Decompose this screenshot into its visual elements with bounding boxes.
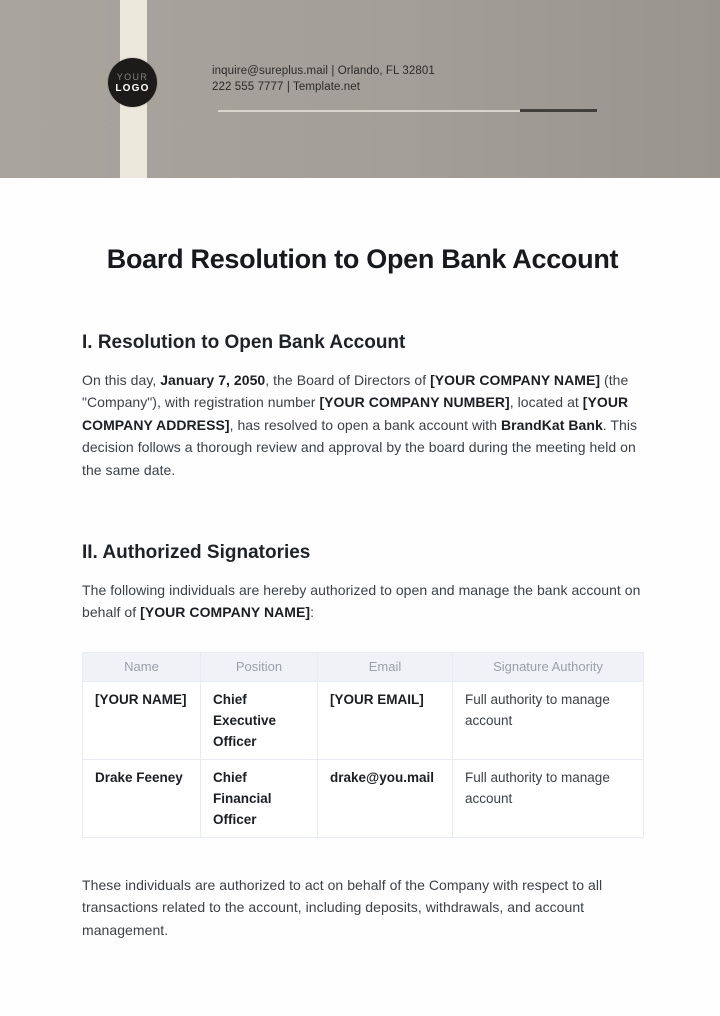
document-body	[0, 243, 720, 941]
cell-position: Chief Executive Officer	[201, 681, 318, 759]
letterhead-band	[0, 0, 720, 178]
signatories-table	[82, 652, 644, 838]
header-divider	[218, 110, 520, 112]
company-logo-badge	[108, 58, 157, 107]
table-row	[83, 681, 644, 759]
logo-text-top: YOUR	[116, 71, 149, 82]
column-header-signature-authority: Signature Authority	[453, 652, 644, 681]
signatories-closing: These individuals are authorized to act on behalf of the Company with respect to all transactions related to the account, including deposits, withdrawals, and account management.	[82, 876, 603, 938]
header-divider-accent	[520, 109, 597, 112]
signatories-intro: The following individuals are hereby authorized to open and manage the bank account on behalf of [YOUR COMPANY NAME]:	[82, 582, 641, 621]
logo-text-bottom: LOGO	[115, 82, 150, 94]
table-row	[83, 759, 644, 837]
column-header-name: Name	[83, 652, 201, 681]
cell-name: [YOUR NAME]	[83, 681, 201, 759]
document-title: Board Resolution to Open Bank Account	[106, 244, 619, 274]
section-resolution	[82, 331, 643, 481]
cell-position: Chief Financial Officer	[201, 759, 318, 837]
contact-info	[212, 64, 435, 95]
cell-email: drake@you.mail	[318, 759, 453, 837]
column-header-email: Email	[318, 652, 453, 681]
contact-info-line1: inquire@sureplus.mail | Orlando, FL 32801	[212, 65, 435, 77]
section-2-heading: II. Authorized Signatories	[82, 542, 311, 564]
table-header-row	[83, 652, 644, 681]
cell-authority: Full authority to manage account	[453, 759, 644, 837]
section-1-heading: I. Resolution to Open Bank Account	[82, 332, 406, 353]
column-header-position: Position	[201, 652, 318, 681]
cell-email: [YOUR EMAIL]	[318, 681, 453, 759]
cell-authority: Full authority to manage account	[453, 681, 644, 759]
cell-name: Drake Feeney	[83, 759, 201, 837]
contact-info-line2: 222 555 7777 | Template.net	[212, 80, 361, 93]
resolution-paragraph: On this day, January 7, 2050, the Board of Directors of [YOUR COMPANY NAME] (the "Company"), with registration number [YOUR COMPANY NUMBER], located at [YOUR COMPANY ADDRESS], has resolved to open a bank account with BrandKat Bank. This decision follows a thorough review and approval by the board during the meeting held on the same date.	[82, 372, 638, 478]
section-signatories	[82, 541, 643, 941]
